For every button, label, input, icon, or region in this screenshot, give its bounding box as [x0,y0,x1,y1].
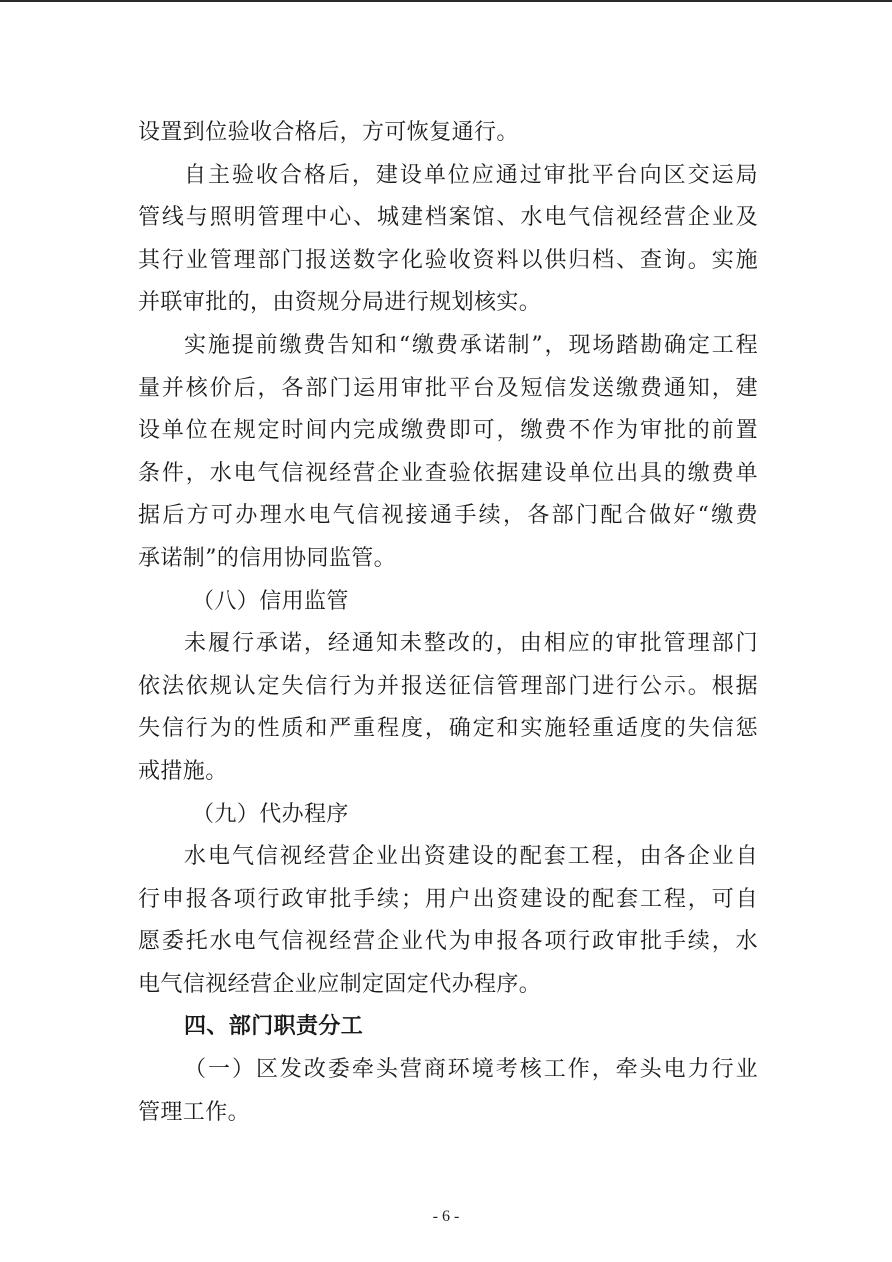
paragraph-line: 量并核价后，各部门运用审批平台及短信发送缴费通知，建 [138,375,758,401]
paragraph-line: 失信行为的性质和严重程度，确定和实施轻重适度的失信惩 [138,716,758,742]
section-heading-responsibilities: 四、部门职责分工 [184,1014,364,1040]
paragraph-line: 并联审批的，由资规分局进行规划核实。 [138,290,542,316]
paragraph-line: 实施提前缴费告知和“缴费承诺制”，现场踏勘确定工程 [184,332,758,358]
paragraph-line: 管理工作。 [138,1099,251,1125]
paragraph-line: 电气信视经营企业应制定固定代办程序。 [138,971,542,997]
paragraph-line: 水电气信视经营企业出资建设的配套工程，由各企业自 [184,844,758,870]
paragraph-line: 设置到位验收合格后，方可恢复通行。 [138,120,519,145]
paragraph-line: 据后方可办理水电气信视接通手续，各部门配合做好“缴费 [138,503,758,529]
paragraph-line: 自主验收合格后，建设单位应通过审批平台向区交运局 [184,162,758,188]
paragraph-line: 愿委托水电气信视经营企业代为申报各项行政审批手续，水 [138,929,758,955]
paragraph-line: 行申报各项行政审批手续；用户出资建设的配套工程，可自 [138,886,758,912]
paragraph-line: 戒措施。 [138,758,228,784]
section-heading-credit-supervision: （八）信用监管 [192,588,349,614]
section-heading-agency-procedure: （九）代办程序 [192,801,349,827]
page-number: - 6 - [432,1208,460,1225]
paragraph-line: 其行业管理部门报送数字化验收资料以供归档、查询。实施 [138,247,758,273]
document-body [138,112,758,1134]
paragraph-line: （一）区发改委牵头营商环境考核工作，牵头电力行业 [184,1057,758,1083]
paragraph-line: 设单位在规定时间内完成缴费即可，缴费不作为审批的前置 [138,418,758,444]
paragraph-line: 未履行承诺，经通知未整改的，由相应的审批管理部门 [184,631,758,657]
paragraph-line: 承诺制”的信用协同监管。 [138,545,397,571]
paragraph-line: 管线与照明管理中心、城建档案馆、水电气信视经营企业及 [138,205,758,231]
paragraph-line: 条件，水电气信视经营企业查验依据建设单位出具的缴费单 [138,460,758,486]
page-top-border [0,0,892,2]
paragraph-line: 依法依规认定失信行为并报送征信管理部门进行公示。根据 [138,673,758,699]
